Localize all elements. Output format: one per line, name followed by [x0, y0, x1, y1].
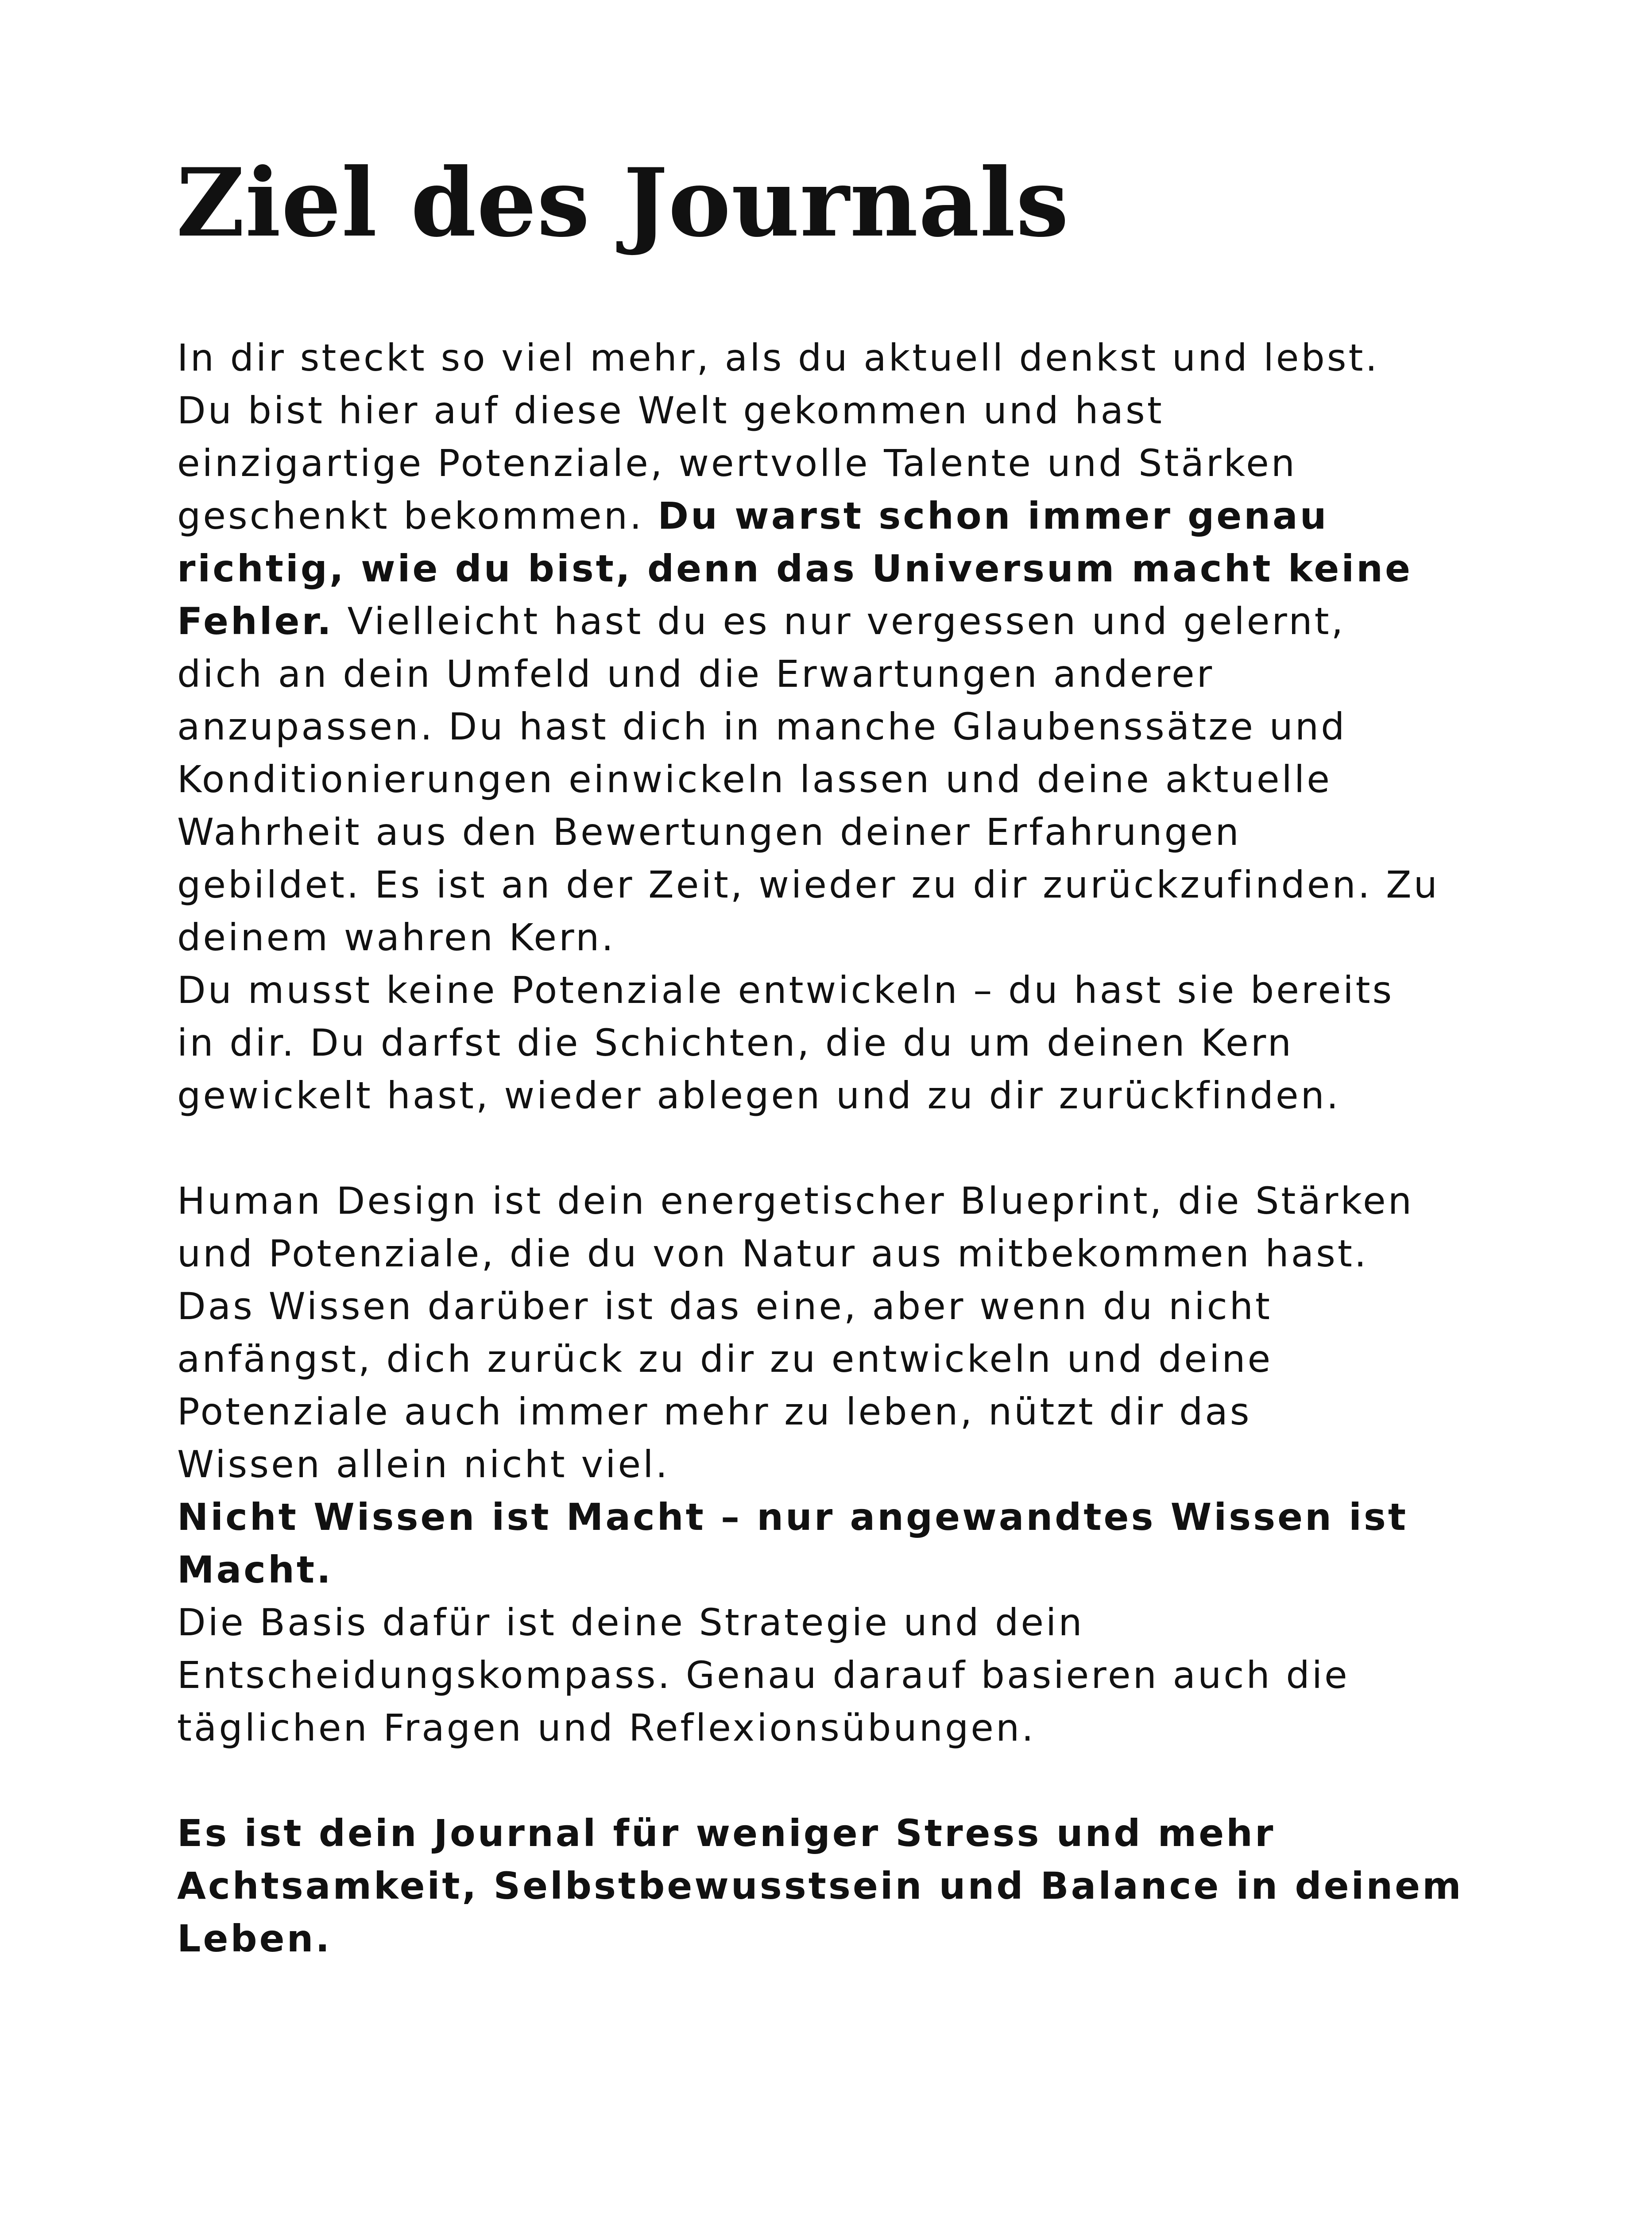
paragraph-2-emphasis-line-1: Nicht Wissen ist Macht – nur angewandtes Wissen ist: [177, 1495, 1408, 1539]
paragraph-1-text: Vielleicht hast du es nur vergessen und gelernt,: [333, 600, 1346, 643]
paragraph-1-emphasis-end: Fehler.: [177, 600, 333, 643]
paragraph-2-line-2: und Potenziale, die du von Natur aus mitbekommen hast.: [177, 1232, 1369, 1275]
paragraph-1-emphasis: Du warst schon immer genau: [658, 494, 1329, 538]
paragraph-2-line-5: Potenziale auch immer mehr zu leben, nützt dir das: [177, 1390, 1252, 1433]
paragraph-2-line-3: Das Wissen darüber ist das eine, aber wenn du nicht: [177, 1285, 1272, 1328]
paragraph-1-line-1: In dir steckt so viel mehr, als du aktuell denkst und lebst.: [177, 336, 1380, 379]
paragraph-1-line-3: einzigartige Potenziale, wertvolle Talente und Stärken: [177, 441, 1297, 485]
paragraph-1-line-9: Konditionierungen einwickeln lassen und deine aktuelle: [177, 758, 1332, 801]
paragraph-2-emphasis-line-2: Macht.: [177, 1548, 333, 1591]
paragraph-2-line-4: anfängst, dich zurück zu dir zu entwickeln und deine: [177, 1337, 1273, 1381]
page-title: Ziel des Journals: [176, 147, 1069, 258]
paragraph-1-line-4: [177, 489, 1329, 542]
paragraph-1-line-11: gebildet. Es ist an der Zeit, wieder zu dir zurückzufinden. Zu: [177, 863, 1439, 906]
paragraph-2-line-8: Entscheidungskompass. Genau darauf basieren auch die: [177, 1653, 1350, 1697]
paragraph-2-line-9: täglichen Fragen und Reflexionsübungen.: [177, 1706, 1036, 1750]
closing-line-2: Achtsamkeit, Selbstbewusstsein und Balance in deinem: [177, 1864, 1463, 1908]
paragraph-1-text: geschenkt bekommen.: [177, 494, 658, 538]
paragraph-1-line-5: richtig, wie du bist, denn das Universum macht keine: [177, 547, 1412, 590]
paragraph-1-line-10: Wahrheit aus den Bewertungen deiner Erfahrungen: [177, 810, 1241, 854]
closing-line-1: Es ist dein Journal für weniger Stress und mehr: [177, 1811, 1276, 1855]
paragraph-2-line-6: Wissen allein nicht viel.: [177, 1443, 670, 1486]
paragraph-1-line-12: deinem wahren Kern.: [177, 916, 616, 959]
paragraph-2-line-7: Die Basis dafür ist deine Strategie und dein: [177, 1601, 1084, 1644]
paragraph-1-line-15: gewickelt hast, wieder ablegen und zu dir zurückfinden.: [177, 1074, 1341, 1117]
paragraph-1-line-14: in dir. Du darfst die Schichten, die du um deinen Kern: [177, 1021, 1294, 1064]
paragraph-1-line-8: anzupassen. Du hast dich in manche Glaubenssätze und: [177, 705, 1347, 748]
paragraph-1-line-13: Du musst keine Potenziale entwickeln – du hast sie bereits: [177, 968, 1394, 1012]
paragraph-1-line-6: [177, 595, 1345, 648]
paragraph-2-line-1: Human Design ist dein energetischer Blueprint, die Stärken: [177, 1179, 1414, 1223]
paragraph-1-line-7: dich an dein Umfeld und die Erwartungen anderer: [177, 652, 1215, 696]
closing-line-3: Leben.: [177, 1917, 332, 1960]
paragraph-1-line-2: Du bist hier auf diese Welt gekommen und hast: [177, 389, 1164, 432]
